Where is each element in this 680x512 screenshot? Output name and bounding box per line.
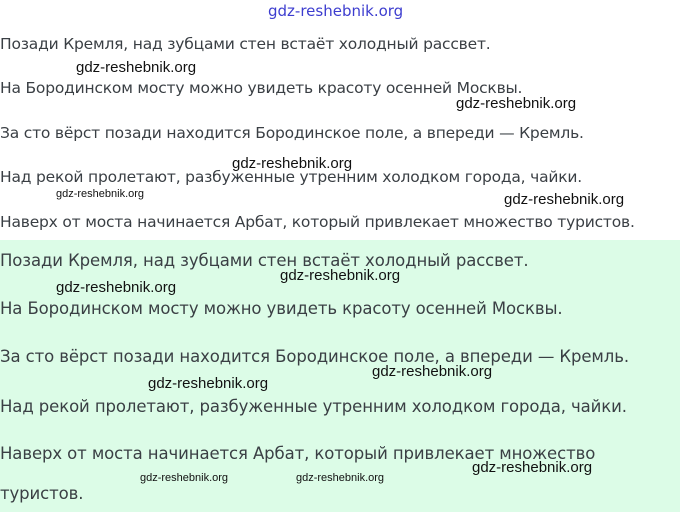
highlight-sentence-4: Над рекой пролетают, разбуженные утренним холодком города, чайки. (0, 397, 627, 416)
highlight-sentence-2: На Бородинском мосту можно увидеть красоту осенней Москвы. (0, 299, 563, 318)
header-site-watermark: gdz-reshebnik.org (268, 2, 404, 20)
highlight-sentence-5: Наверх от моста начинается Арбат, который привлекает множество (0, 444, 596, 463)
plain-sentence-1: Позади Кремля, над зубцами стен встаёт холодный рассвет. (0, 35, 491, 53)
highlight-sentence-5-continuation: туристов. (0, 484, 84, 503)
watermark: gdz-reshebnik.org (148, 375, 269, 392)
watermark: gdz-reshebnik.org (472, 459, 593, 476)
highlight-sentence-3: За сто вёрст позади находится Бородинское поле, а впереди — Кремль. (0, 347, 629, 366)
highlight-sentence-1: Позади Кремля, над зубцами стен встаёт холодный рассвет. (0, 251, 529, 270)
watermark: gdz-reshebnik.org (504, 191, 625, 208)
plain-sentence-2: На Бородинском мосту можно увидеть красоту осенней Москвы. (0, 79, 523, 97)
watermark: gdz-reshebnik.org (296, 472, 385, 484)
watermark: gdz-reshebnik.org (232, 155, 353, 172)
watermark: gdz-reshebnik.org (56, 188, 145, 200)
watermark: gdz-reshebnik.org (140, 472, 229, 484)
watermark: gdz-reshebnik.org (76, 59, 197, 76)
plain-sentence-3: За сто вёрст позади находится Бородинское поле, а впереди — Кремль. (0, 124, 584, 142)
plain-sentence-5: Наверх от моста начинается Арбат, который привлекает множество туристов. (0, 213, 635, 231)
watermark: gdz-reshebnik.org (372, 363, 493, 380)
watermark: gdz-reshebnik.org (56, 279, 177, 296)
watermark: gdz-reshebnik.org (456, 95, 577, 112)
plain-sentence-4: Над рекой пролетают, разбуженные утренним холодком города, чайки. (0, 168, 583, 186)
watermark: gdz-reshebnik.org (280, 267, 401, 284)
